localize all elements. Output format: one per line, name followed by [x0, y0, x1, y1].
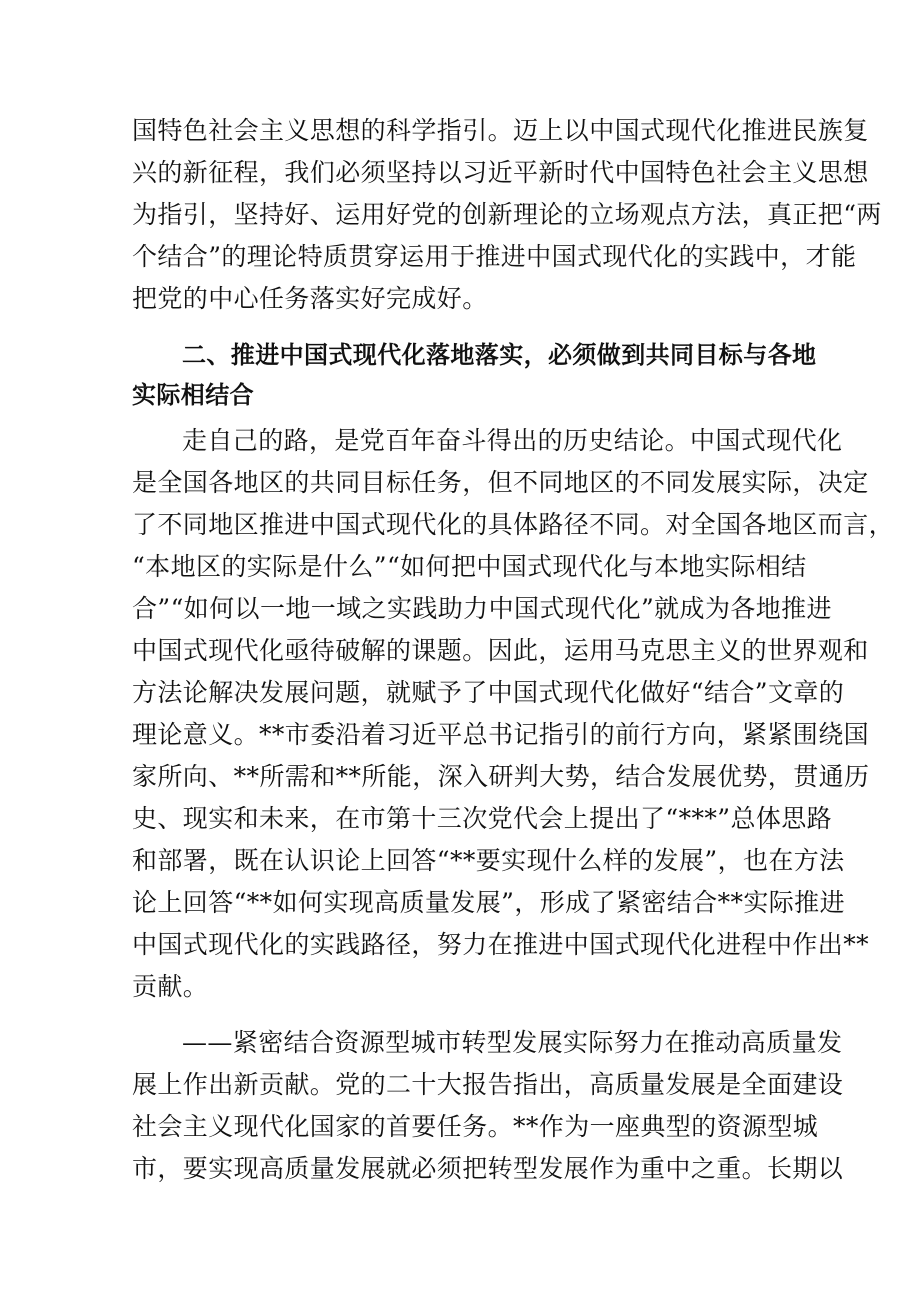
text-line: 走自己的路，是党百年奋斗得出的历史结论。中国式现代化	[182, 426, 843, 455]
text-line: 把党的中心任务落实好完成好。	[132, 284, 488, 313]
text-line: 兴的新征程，我们必须坚持以习近平新时代中国特色社会主义思想	[132, 158, 869, 187]
text-line: 中国式现代化亟待破解的课题。因此，运用马克思主义的世界观和	[132, 636, 869, 665]
text-line: 合”“如何以一地一域之实践助力中国式现代化”就成为各地推进	[132, 594, 832, 623]
text-line: 为指引，坚持好、运用好党的创新理论的立场观点方法，真正把“两	[132, 200, 882, 229]
heading-line: 实际相结合	[132, 381, 254, 409]
text-line: 展上作出新贡献。党的二十大报告指出，高质量发展是全面建设	[132, 1070, 844, 1099]
text-line: 方法论解决发展问题，就赋予了中国式现代化做好“结合”文章的	[132, 678, 845, 707]
text-line: 家所向、**所需和**所能，深入研判大势，结合发展优势，贯通历	[132, 762, 870, 791]
text-line: 个结合”的理论特质贯穿运用于推进中国式现代化的实践中，才能	[132, 242, 857, 271]
text-line: 中国式现代化的实践路径，努力在推进中国式现代化进程中作出**	[132, 930, 870, 959]
text-line: 史、现实和未来，在市第十三次党代会上提出了“***”总体思路	[132, 804, 833, 833]
text-line: 社会主义现代化国家的首要任务。**作为一座典型的资源型城	[132, 1112, 819, 1141]
text-line: ——紧密结合资源型城市转型发展实际努力在推动高质量发	[182, 1028, 843, 1057]
text-line: 理论意义。**市委沿着习近平总书记指引的前行方向，紧紧围绕国	[132, 720, 870, 749]
text-line: 和部署，既在认识论上回答“**要实现什么样的发展”，也在方法	[132, 846, 845, 875]
text-line: 了不同地区推进中国式现代化的具体路径不同。对全国各地区而言，	[132, 510, 895, 539]
text-line: 市，要实现高质量发展就必须把转型发展作为重中之重。长期以	[132, 1154, 844, 1183]
text-line: 贡献。	[132, 972, 209, 1001]
text-line: 论上回答“**如何实现高质量发展”，形成了紧密结合**实际推进	[132, 888, 845, 917]
heading-line: 二、推进中国式现代化落地落实，必须做到共同目标与各地	[182, 341, 817, 369]
text-line: “本地区的实际是什么”“如何把中国式现代化与本地实际相结	[132, 552, 807, 581]
text-line: 国特色社会主义思想的科学指引。迈上以中国式现代化推进民族复	[132, 116, 869, 145]
text-line: 是全国各地区的共同目标任务，但不同地区的不同发展实际，决定	[132, 468, 869, 497]
